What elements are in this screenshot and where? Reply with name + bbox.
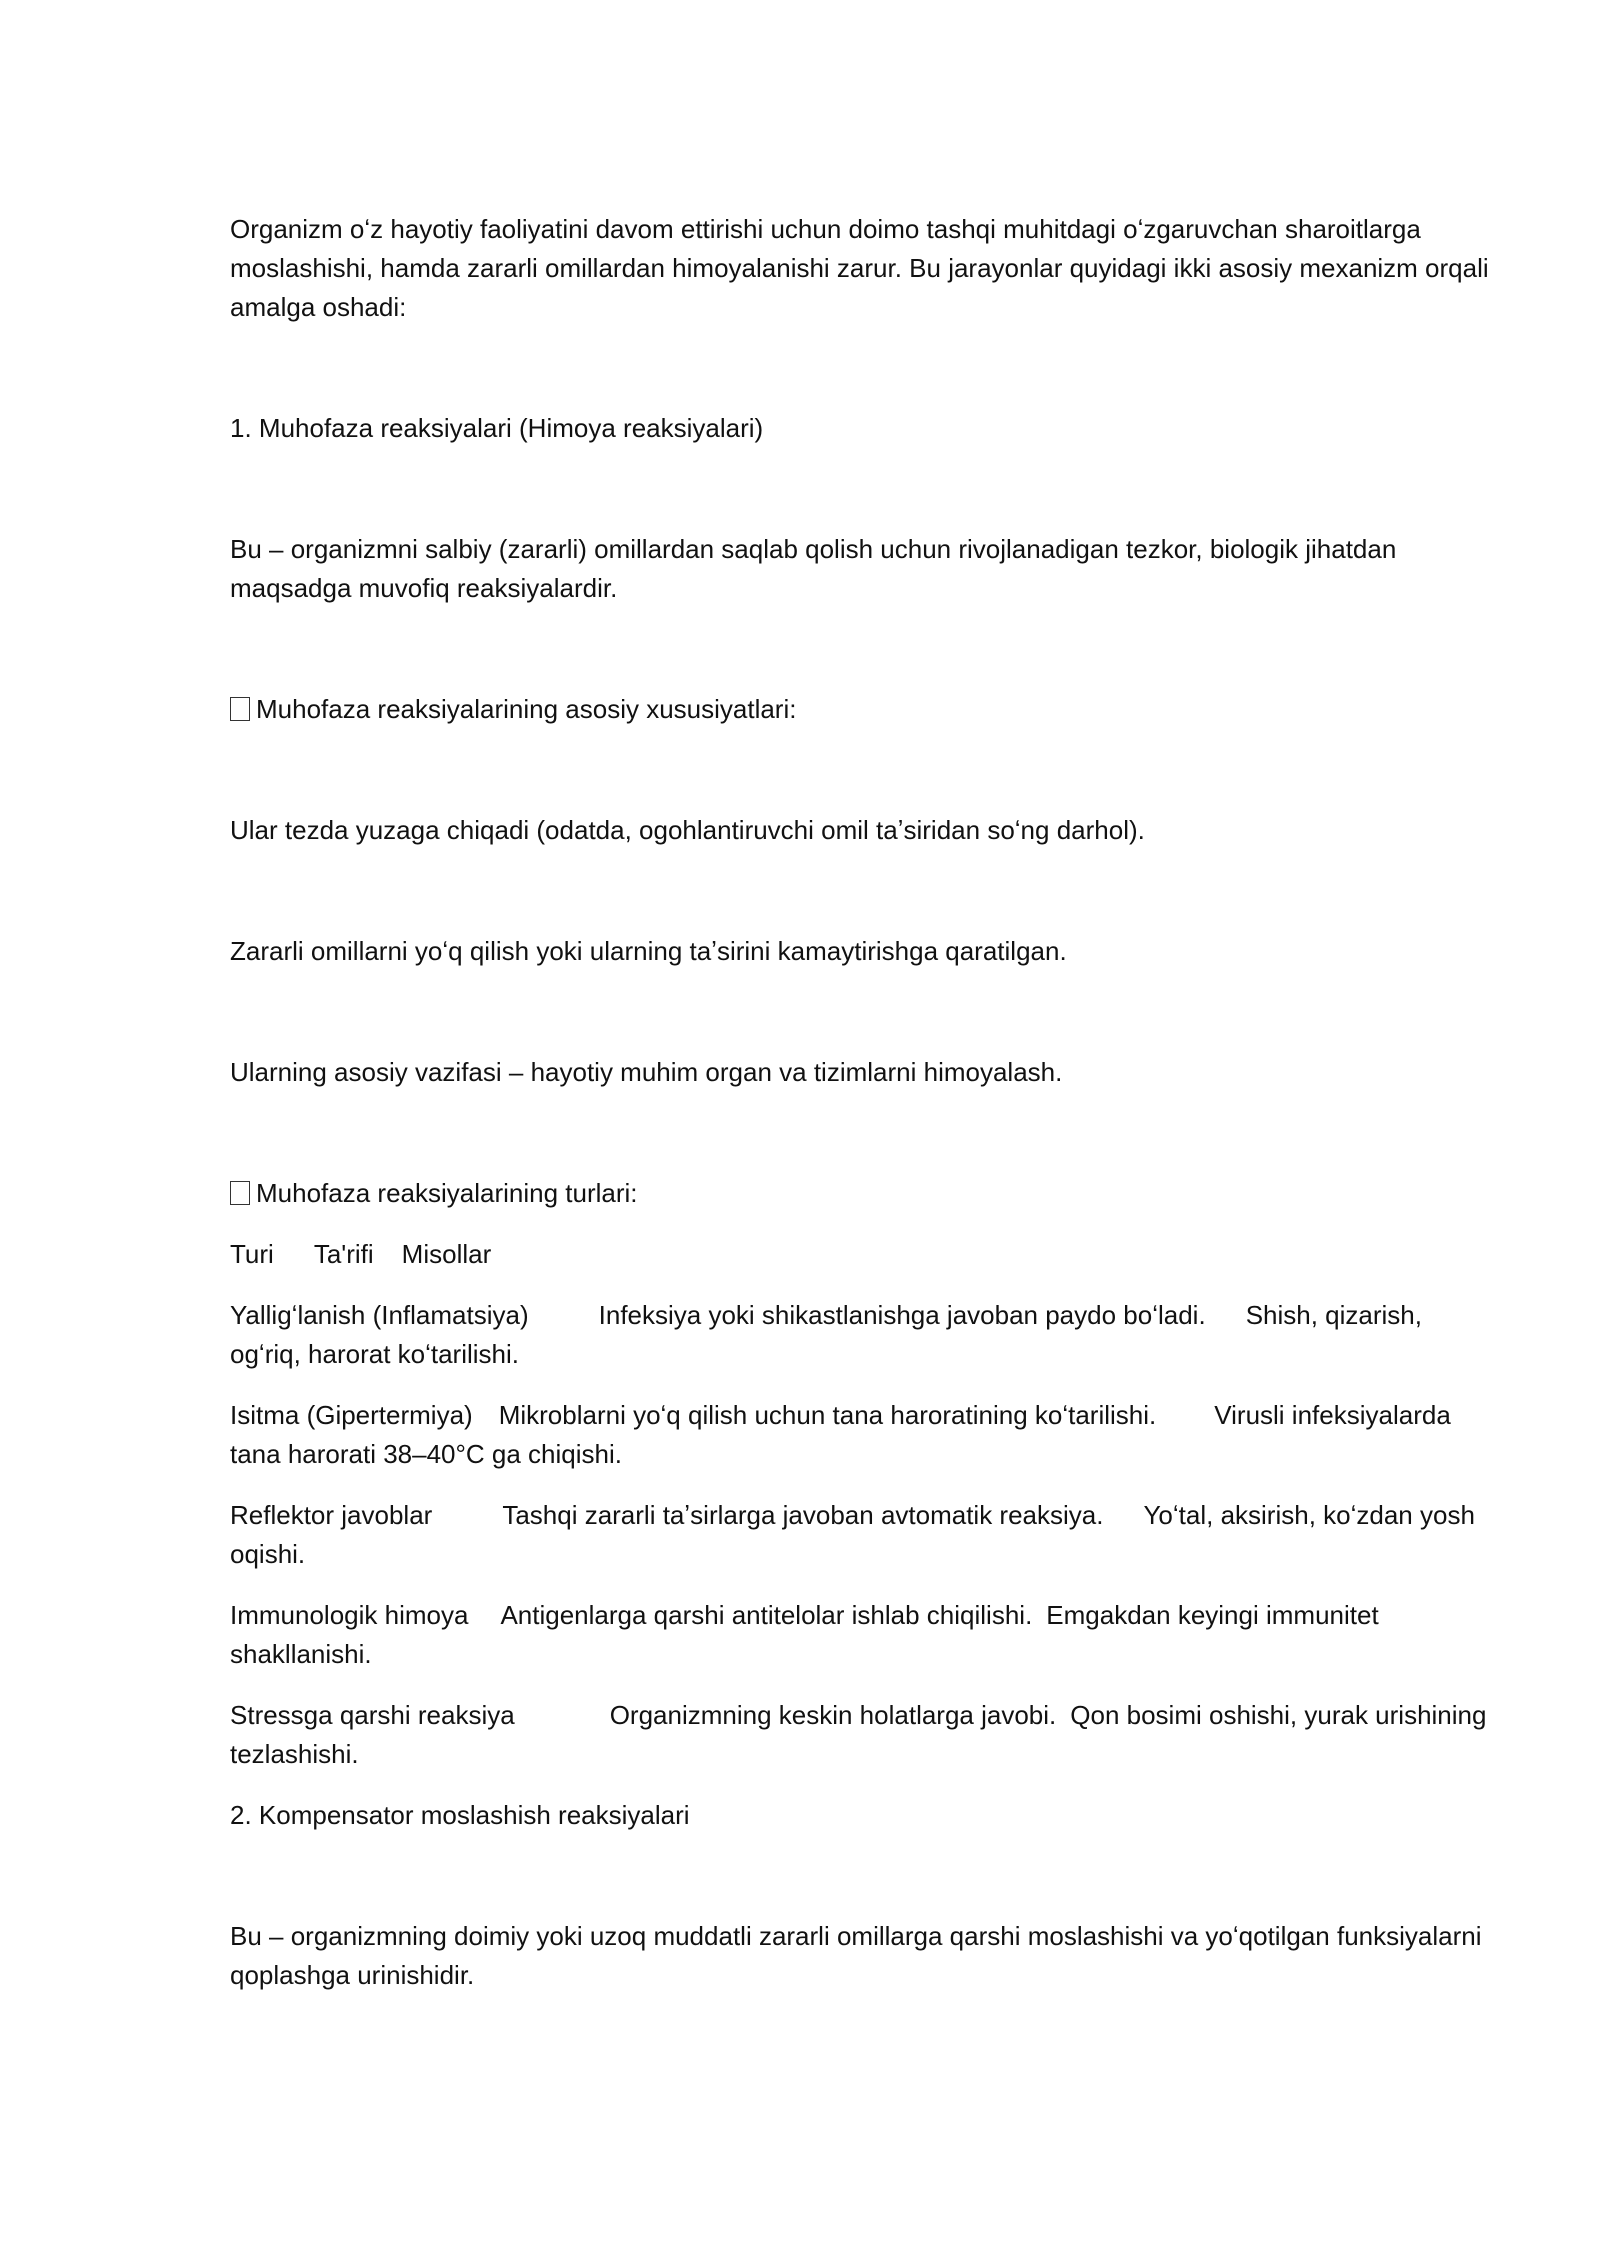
section2-heading: 2. Kompensator moslashish reaksiyalari bbox=[230, 1800, 690, 1830]
table-cell-examples: Virusli infeksiyalarda tana harorati 38–40°C ga chiqishi. bbox=[230, 1400, 1451, 1469]
feature-item: Zararli omillarni yoʻq qilish yoki ularning taʼsirini kamaytirishga qaratilgan. bbox=[230, 936, 1067, 966]
table-header-cell: Ta'rifi bbox=[313, 1239, 374, 1269]
table-cell-type: Reflektor javoblar bbox=[230, 1500, 433, 1530]
table-cell-type: Yalligʻlanish (Inflamatsiya) bbox=[230, 1300, 529, 1330]
features-heading-line bbox=[230, 690, 1500, 729]
table-cell-definition: Antigenlarga qarshi antitelolar ishlab chiqilishi. bbox=[500, 1600, 1033, 1630]
table-row bbox=[230, 1396, 1500, 1474]
types-heading-line bbox=[230, 1174, 1500, 1213]
missing-glyph-icon bbox=[230, 1181, 250, 1205]
table-cell-examples: Shish, qizarish, ogʻriq, harorat koʻtarilishi. bbox=[230, 1300, 1422, 1369]
table-row bbox=[230, 1696, 1500, 1774]
section1-heading: 1. Muhofaza reaksiyalari (Himoya reaksiyalari) bbox=[230, 413, 764, 443]
table-header-cell: Turi bbox=[230, 1239, 274, 1269]
section1-definition: Bu – organizmni salbiy (zararli) omillardan saqlab qolish uchun rivojlanadigan tezkor, biologik jihatdan maqsadga muvofiq reaksiyalardir. bbox=[230, 534, 1397, 603]
table-cell-definition: Tashqi zararli taʼsirlarga javoban avtomatik reaksiya. bbox=[502, 1500, 1104, 1530]
document-body bbox=[230, 210, 1500, 1995]
feature-item: Ularning asosiy vazifasi – hayotiy muhim organ va tizimlarni himoyalash. bbox=[230, 1057, 1063, 1087]
table-cell-type: Isitma (Gipertermiya) bbox=[230, 1400, 473, 1430]
table-cell-examples: Emgakdan keyingi immunitet shakllanishi. bbox=[230, 1600, 1379, 1669]
table-header-cell: Misollar bbox=[401, 1239, 492, 1269]
types-heading: Muhofaza reaksiyalarining turlari: bbox=[256, 1178, 638, 1208]
table-cell-type: Immunologik himoya bbox=[230, 1600, 469, 1630]
section2-definition: Bu – organizmning doimiy yoki uzoq muddatli zararli omillarga qarshi moslashishi va yoʻqotilgan funksiyalarni qoplashga urinishidir. bbox=[230, 1921, 1482, 1990]
missing-glyph-icon bbox=[230, 697, 250, 721]
table-row bbox=[230, 1496, 1500, 1574]
table-cell-definition: Mikroblarni yoʻq qilish uchun tana haroratining koʻtarilishi. bbox=[498, 1400, 1157, 1430]
features-heading: Muhofaza reaksiyalarining asosiy xususiyatlari: bbox=[256, 694, 797, 724]
intro-paragraph: Organizm oʻz hayotiy faoliyatini davom ettirishi uchun doimo tashqi muhitdagi oʻzgaruvchan sharoitlarga moslashishi, hamda zararli omillardan himoyalanishi zarur. Bu jarayonlar quyidagi ikki asosiy mexanizm orqali amalga oshadi: bbox=[230, 214, 1489, 322]
table-cell-type: Stressga qarshi reaksiya bbox=[230, 1700, 515, 1730]
feature-item: Ular tezda yuzaga chiqadi (odatda, ogohlantiruvchi omil taʼsiridan soʻng darhol). bbox=[230, 815, 1145, 845]
table-row bbox=[230, 1596, 1500, 1674]
table-cell-definition: Organizmning keskin holatlarga javobi. bbox=[609, 1700, 1057, 1730]
table-cell-examples: Qon bosimi oshishi, yurak urishining tezlashishi. bbox=[230, 1700, 1487, 1769]
table-cell-examples: Yoʻtal, aksirish, koʻzdan yosh oqishi. bbox=[230, 1500, 1475, 1569]
table-header-row bbox=[230, 1235, 1500, 1274]
table-row bbox=[230, 1296, 1500, 1374]
table-cell-definition: Infeksiya yoki shikastlanishga javoban paydo boʻladi. bbox=[598, 1300, 1206, 1330]
